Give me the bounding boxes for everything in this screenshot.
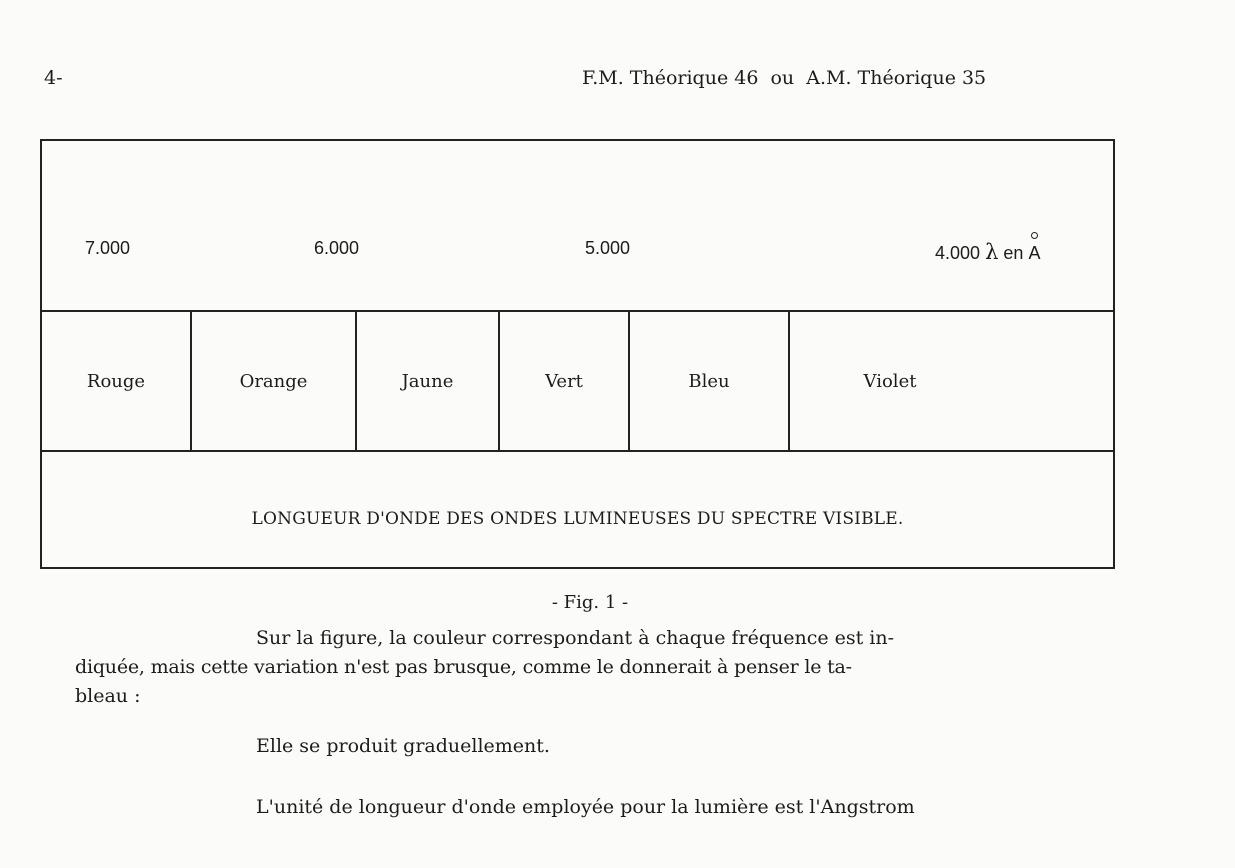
- body-text-line: Sur la figure, la couleur correspondant à chaque fréquence est in-: [256, 627, 895, 649]
- running-header: F.M. Théorique 46 ou A.M. Théorique 35: [582, 67, 987, 89]
- spectrum-figure: [40, 139, 1115, 569]
- page-number: 4-: [44, 67, 63, 89]
- wavelength-label: 6.000: [314, 238, 360, 258]
- angstrom-symbol: A: [1028, 243, 1041, 263]
- figure-divider-top: [40, 310, 1115, 312]
- color-cell-bleu: Bleu: [688, 371, 730, 392]
- color-cell-rouge: Rouge: [86, 371, 146, 392]
- figure-divider-bottom: [40, 450, 1115, 452]
- color-cell-orange: Orange: [239, 371, 308, 392]
- figure-box-caption: LONGUEUR D'ONDE DES ONDES LUMINEUSES DU SPECTRE VISIBLE.: [251, 509, 904, 529]
- body-text-line: bleau :: [75, 685, 141, 707]
- lambda-symbol: λ: [985, 240, 999, 264]
- color-cell-vert: Vert: [545, 371, 583, 392]
- color-cell-violet: Violet: [863, 371, 917, 392]
- wavelength-label: 5.000: [585, 238, 631, 258]
- body-text-line: Elle se produit graduellement.: [256, 735, 550, 757]
- body-text-line: diquée, mais cette variation n'est pas brusque, comme le donnerait à penser le ta-: [75, 656, 852, 678]
- unit-en: en: [1003, 243, 1024, 263]
- wavelength-unit: [935, 240, 1040, 264]
- wavelength-label: 4.000: [935, 243, 981, 263]
- body-text-line: L'unité de longueur d'onde employée pour la lumière est l'Angstrom: [256, 796, 915, 818]
- wavelength-label: 7.000: [85, 238, 131, 258]
- color-cell-jaune: Jaune: [401, 371, 454, 392]
- figure-caption: - Fig. 1 -: [551, 592, 629, 613]
